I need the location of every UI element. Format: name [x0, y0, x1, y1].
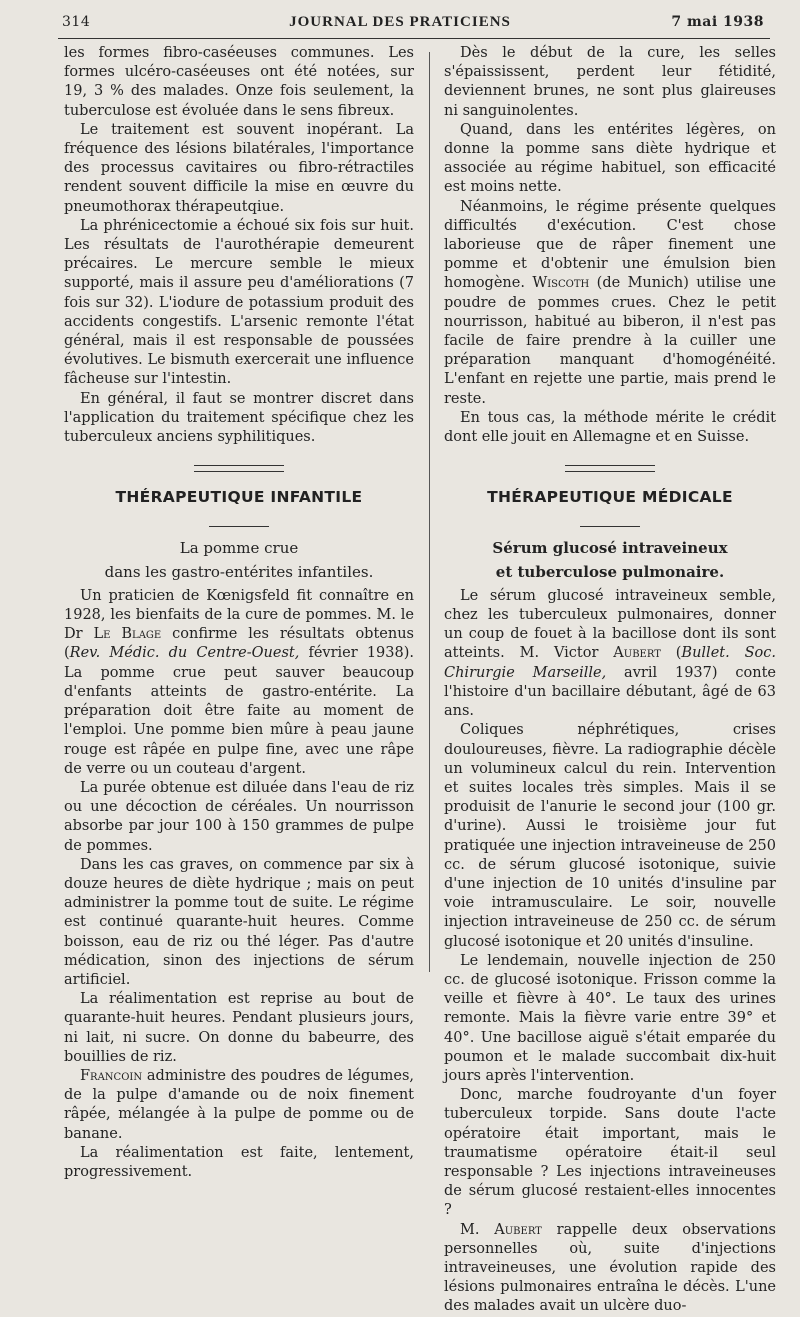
paragraph: Donc, marche foudroyante d'un foyer tuberculeux torpide. Sans doute l'acte opératoire était important, mais le traumatisme opératoire était-il seul responsable ? Les injections intraveineuses de sérum glucosé restaient-elles innocentes ?	[444, 1087, 776, 1219]
paragraph: Le lendemain, nouvelle injection de 250 cc. de glucosé isotonique. Frisson comme la veille et fièvre à 40°. Le taux des urines remonte. Mais la fièvre varie entre 39° et 40°. Une bacillose aiguë s'était emparée du poumon et le malade succombait dix-huit jours après l'intervention.	[444, 952, 776, 1084]
journal-title: JOURNAL DES PRATICIENS	[289, 14, 511, 30]
text-run: (	[660, 645, 682, 662]
header-rule	[58, 38, 770, 39]
text-run: Le sérum glucosé intraveineux semble, chez les tuberculeux pulmonaires, donner un coup de fouet à la bacillose dont ils sont atteints. M. Victor	[444, 587, 776, 662]
author-name: Le Blage	[93, 626, 162, 643]
title-rule	[64, 514, 414, 533]
text-run: Néanmoins, le régime présente quelques difficultés d'exécution. C'est chose laborieuse que de râper finement une pomme et d'obtenir une émulsion bien homogène.	[444, 198, 776, 292]
paragraph: La phrénicectomie a échoué six fois sur huit. Les résultats de l'aurothérapie demeurent précaires. Le mercure semble le mieux supporté, mais il assure peu d'améliorations (7 fois sur 32). L'iodure de potassium produit des accidents congestifs. L'arsenic remonte l'état général, mais il est responsable de poussées évolutives. Le bismuth exercerait une influence fâcheuse sur l'intestin.	[64, 217, 414, 388]
paragraph	[64, 1067, 414, 1144]
journal-reference: Bullet. Soc. Chirurgie Marseille,	[444, 645, 776, 681]
paragraph: Dès le début de la cure, les selles s'épaississent, perdent leur fétidité, deviennent brunes, ne sont plus glaireuses ni sanguinolentes.	[444, 45, 776, 119]
article-title-line-2: et tuberculose pulmonaire.	[495, 562, 725, 581]
text-run: (de Munich) utilise une poudre de pommes crues. Chez le petit nourrisson, habitué au biberon, il n'est pas facile de faire prendre à la cuiller une préparation manquant d'homogénéité. L'enfant en rejette une partie, mais prend le reste.	[444, 275, 776, 407]
column-divider	[429, 52, 430, 972]
article-title-line-2: dans les gastro-entérites infantiles.	[104, 562, 374, 581]
paragraph	[444, 198, 776, 409]
paragraph: Coliques néphrétiques, crises douloureuses, fièvre. La radiographie décèle un volumineux calcul du rein. Intervention et suites locales très simples. Mais il se produisit de l'anurie le second jour (100 gr. d'urine). Aussi le troisième jour fut pratiquée une injection intraveineuse de 250 cc. de sérum glucosé isotonique, suivie d'une injection de 10 unités d'insuline par voie intramusculaire. Le soir, nouvelle injection intraveineuse de 250 cc. de sérum glucosé isotonique et 20 unités d'insuline.	[444, 722, 776, 950]
section-title: THÉRAPEUTIQUE INFANTILE	[115, 488, 363, 507]
journal-reference: Rev. Médic. du Centre-Ouest,	[69, 645, 300, 662]
author-name: Aubert	[494, 1221, 542, 1238]
paragraph	[444, 587, 776, 721]
paragraph	[444, 1221, 776, 1317]
text-run: février 1938). La pomme crue peut sauver beaucoup d'enfants atteints de gastro-entérite. La préparation doit être faite au moment de l'emploi. Une pomme bien mûre à peau jaune rouge est râpée en pulpe fine, avec une râpe de verre ou un couteau d'argent.	[64, 645, 415, 777]
paragraph: Dans les cas graves, on commence par six à douze heures de diète hydrique ; mais on peut administrer la pomme tout de suite. Le régime est continué quarante-huit heures. Comme boisson, eau de riz ou thé léger. Pas d'autre médication, sinon des injections de sérum artificiel.	[64, 856, 414, 988]
left-column	[64, 44, 414, 1182]
author-name: Wiscoth	[532, 275, 590, 292]
article-title-line-1: Sérum glucosé intraveineux	[492, 538, 728, 557]
text-run: avril 1937) conte l'histoire d'un bacillaire débutant, âgé de 63 ans.	[444, 664, 776, 720]
paragraph: En général, il faut se montrer discret dans l'application du traitement spécifique chez les tuberculeux anciens syphilitiques.	[64, 390, 414, 446]
paragraph: La réalimentation est reprise au bout de quarante-huit heures. Pendant plusieurs jours, ni lait, ni sucre. On donne du babeurre, des bouillies de riz.	[64, 991, 414, 1065]
text-run: confirme les résultats obtenus (	[64, 626, 414, 662]
page-number: 314	[62, 14, 91, 30]
paragraph: les formes fibro-caséeuses communes. Les formes ulcéro-caséeuses ont été notées, sur 19, 3 % des malades. Onze fois seulement, la tuberculose est évoluée dans le sens fibreux.	[64, 45, 414, 119]
author-name: Francoin	[80, 1067, 143, 1084]
paragraph: Le traitement est souvent inopérant. La fréquence des lésions bilatérales, l'importance des processus cavitaires ou fibro-rétractiles rendent souvent difficile la mise en œuvre du pneumothorax thérapeutqiue.	[64, 121, 414, 215]
text-run: M.	[460, 1221, 495, 1238]
right-column	[444, 44, 776, 1317]
text-run: administre des poudres de légumes, de la pulpe d'amande ou de noix finement râpée, mélangée à la pulpe de pomme ou de banane.	[64, 1067, 414, 1142]
title-rule	[444, 514, 776, 533]
paragraph: Quand, dans les entérites légères, on donne la pomme sans diète hydrique et associée au régime habituel, son efficacité est moins nette.	[444, 121, 776, 196]
text-run: rappelle deux observations personnelles où, suite d'injections intraveineuses, une évolution rapide des lésions pulmonaires entraîna le décès. L'une des malades avait un ulcère duo-	[444, 1221, 776, 1315]
paragraph: La purée obtenue est diluée dans l'eau de riz ou une décoction de céréales. Un nourrisson absorbe par jour 100 à 150 grammes de pulpe de pommes.	[64, 779, 414, 854]
issue-date: 7 mai 1938	[671, 14, 764, 30]
author-name: Aubert	[613, 645, 661, 662]
paragraph	[64, 587, 414, 779]
section-title: THÉRAPEUTIQUE MÉDICALE	[487, 488, 733, 507]
section-separator	[444, 459, 776, 478]
paragraph: La réalimentation est faite, lentement, progressivement.	[64, 1144, 414, 1180]
paragraph: En tous cas, la méthode mérite le crédit dont elle jouit en Allemagne et en Suisse.	[444, 409, 776, 446]
article-title-line-1: La pomme crue	[179, 538, 299, 557]
section-separator	[64, 459, 414, 478]
text-run: Un praticien de Kœnigsfeld fit connaître en 1928, les bienfaits de la cure de pommes. M. le Dr	[64, 587, 414, 643]
